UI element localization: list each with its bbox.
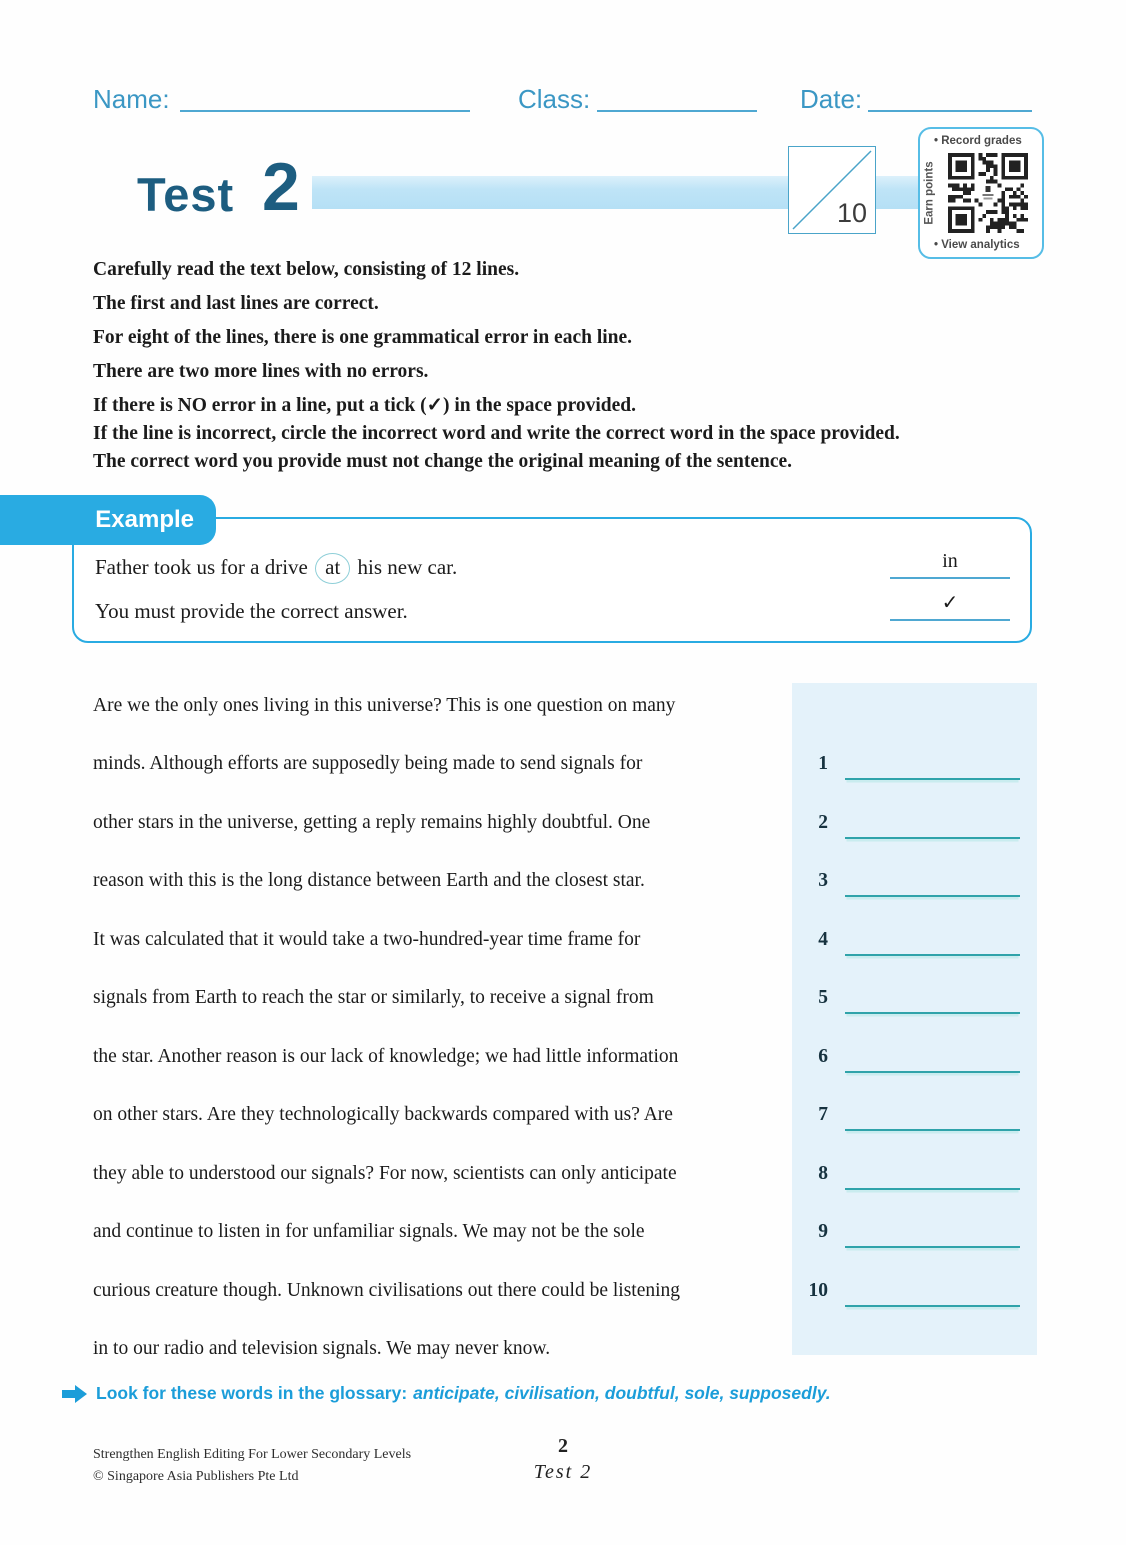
passage-row [0, 753, 1126, 783]
answer-number: 6 [818, 1046, 828, 1067]
passage-row [0, 1046, 1126, 1076]
page-number: 2 [558, 1435, 568, 1457]
answer-blank-line[interactable] [845, 1162, 1020, 1190]
answer-blank-line[interactable] [845, 1103, 1020, 1131]
answer-number: 7 [818, 1104, 828, 1125]
passage-line-text: Are we the only ones living in this universe? This is one question on many [93, 695, 676, 716]
passage-line-text: reason with this is the long distance between Earth and the closest star. [93, 870, 645, 891]
answer-number: 8 [818, 1163, 828, 1184]
circled-word: at [315, 553, 350, 584]
passage-row [0, 929, 1126, 959]
passage-line-text: minds. Although efforts are supposedly being made to send signals for [93, 753, 643, 774]
passage-row [0, 1280, 1126, 1310]
qr-code-icon [948, 153, 1028, 233]
instruction-line: There are two more lines with no errors. [93, 361, 429, 382]
passage-line-text: in to our radio and television signals. We may never know. [93, 1338, 551, 1359]
passage-line-text: other stars in the universe, getting a reply remains highly doubtful. One [93, 812, 651, 833]
passage-block [0, 683, 1126, 1363]
glossary-prefix: Look for these words in the glossary: [96, 1383, 408, 1403]
answer-number: 5 [818, 987, 828, 1008]
qr-earn-points-label: Earn points [924, 161, 937, 225]
passage-row [0, 695, 1126, 725]
answer-number: 2 [818, 812, 828, 833]
example-tab-label: Example [95, 506, 194, 533]
score-total: 10 [836, 198, 867, 228]
name-input-line[interactable] [180, 84, 470, 112]
example-answer-1: in [942, 550, 958, 572]
qr-record-grades-label: • Record grades [934, 135, 1022, 147]
date-input-line[interactable] [868, 84, 1032, 112]
answer-number: 9 [818, 1221, 828, 1242]
example-answer-line-1[interactable] [890, 545, 1010, 579]
example-tab [0, 495, 216, 545]
publisher: © Singapore Asia Publishers Pte Ltd [93, 1469, 299, 1484]
passage-row [0, 1163, 1126, 1193]
glossary-words: anticipate, civilisation, doubtful, sole, supposedly. [413, 1383, 831, 1403]
instruction-line: The first and last lines are correct. [93, 293, 379, 314]
example-sentence-2: You must provide the correct answer. [95, 599, 408, 623]
instruction-line: Carefully read the text below, consisting of 12 lines. [93, 259, 520, 280]
instruction-line: For eight of the lines, there is one grammatical error in each line. [93, 327, 633, 348]
passage-line-text: on other stars. Are they technologically backwards compared with us? Are [93, 1104, 673, 1125]
answer-blank-line[interactable] [845, 928, 1020, 956]
name-label: Name: [93, 84, 170, 114]
passage-line-text: they able to understood our signals? For now, scientists can only anticipate [93, 1163, 677, 1184]
answer-blank-line[interactable] [845, 1220, 1020, 1248]
qr-view-analytics-label: • View analytics [934, 239, 1020, 251]
answer-number: 1 [818, 753, 828, 774]
instructions-block [93, 258, 1063, 478]
answer-number: 3 [818, 870, 828, 891]
test-number: 2 [262, 149, 300, 225]
page-title: Test [137, 168, 235, 221]
instruction-line: If there is NO error in a line, put a tick (✓) in the space provided. [93, 395, 637, 416]
date-label: Date: [800, 84, 863, 114]
example-box [72, 517, 1032, 643]
passage-row [0, 870, 1126, 900]
score-box[interactable] [788, 146, 876, 234]
answer-blank-line[interactable] [845, 1279, 1020, 1307]
passage-row [0, 1221, 1126, 1251]
passage-row [0, 1104, 1126, 1134]
passage-line-text: curious creature though. Unknown civilisations out there could be listening [93, 1280, 681, 1301]
example-answer-line-2[interactable] [890, 587, 1010, 621]
footer-test-name: Test 2 [533, 1461, 593, 1483]
example-answer-2: ✓ [941, 592, 959, 614]
example-sentence-1 [95, 553, 457, 584]
answer-blank-line[interactable] [845, 811, 1020, 839]
passage-line-text: It was calculated that it would take a two-hundred-year time frame for [93, 929, 641, 950]
passage-line-text: and continue to listen in for unfamiliar signals. We may not be the sole [93, 1221, 645, 1242]
instruction-line: If the line is incorrect, circle the incorrect word and write the correct word in the space provided. [93, 423, 900, 444]
passage-line-text: the star. Another reason is our lack of knowledge; we had little information [93, 1046, 679, 1067]
example-sentence-1-pre: Father took us for a drive [95, 555, 308, 579]
passage-line-text: signals from Earth to reach the star or similarly, to receive a signal from [93, 987, 654, 1008]
book-title: Strengthen English Editing For Lower Secondary Levels [93, 1447, 412, 1462]
instruction-line: The correct word you provide must not change the original meaning of the sentence. [93, 451, 793, 472]
answer-blank-line[interactable] [845, 1045, 1020, 1073]
passage-row [0, 812, 1126, 842]
class-input-line[interactable] [597, 84, 757, 112]
answer-blank-line[interactable] [845, 752, 1020, 780]
class-label: Class: [518, 84, 591, 114]
answer-number: 10 [808, 1280, 828, 1301]
answer-number: 4 [818, 929, 828, 950]
passage-row [0, 1338, 1126, 1368]
answer-blank-line[interactable] [845, 986, 1020, 1014]
answer-blank-line[interactable] [845, 869, 1020, 897]
arrow-right-icon [62, 1384, 88, 1404]
passage-row [0, 987, 1126, 1017]
example-sentence-1-post: his new car. [357, 555, 458, 579]
glossary-note [62, 1383, 831, 1404]
qr-panel [918, 127, 1044, 259]
